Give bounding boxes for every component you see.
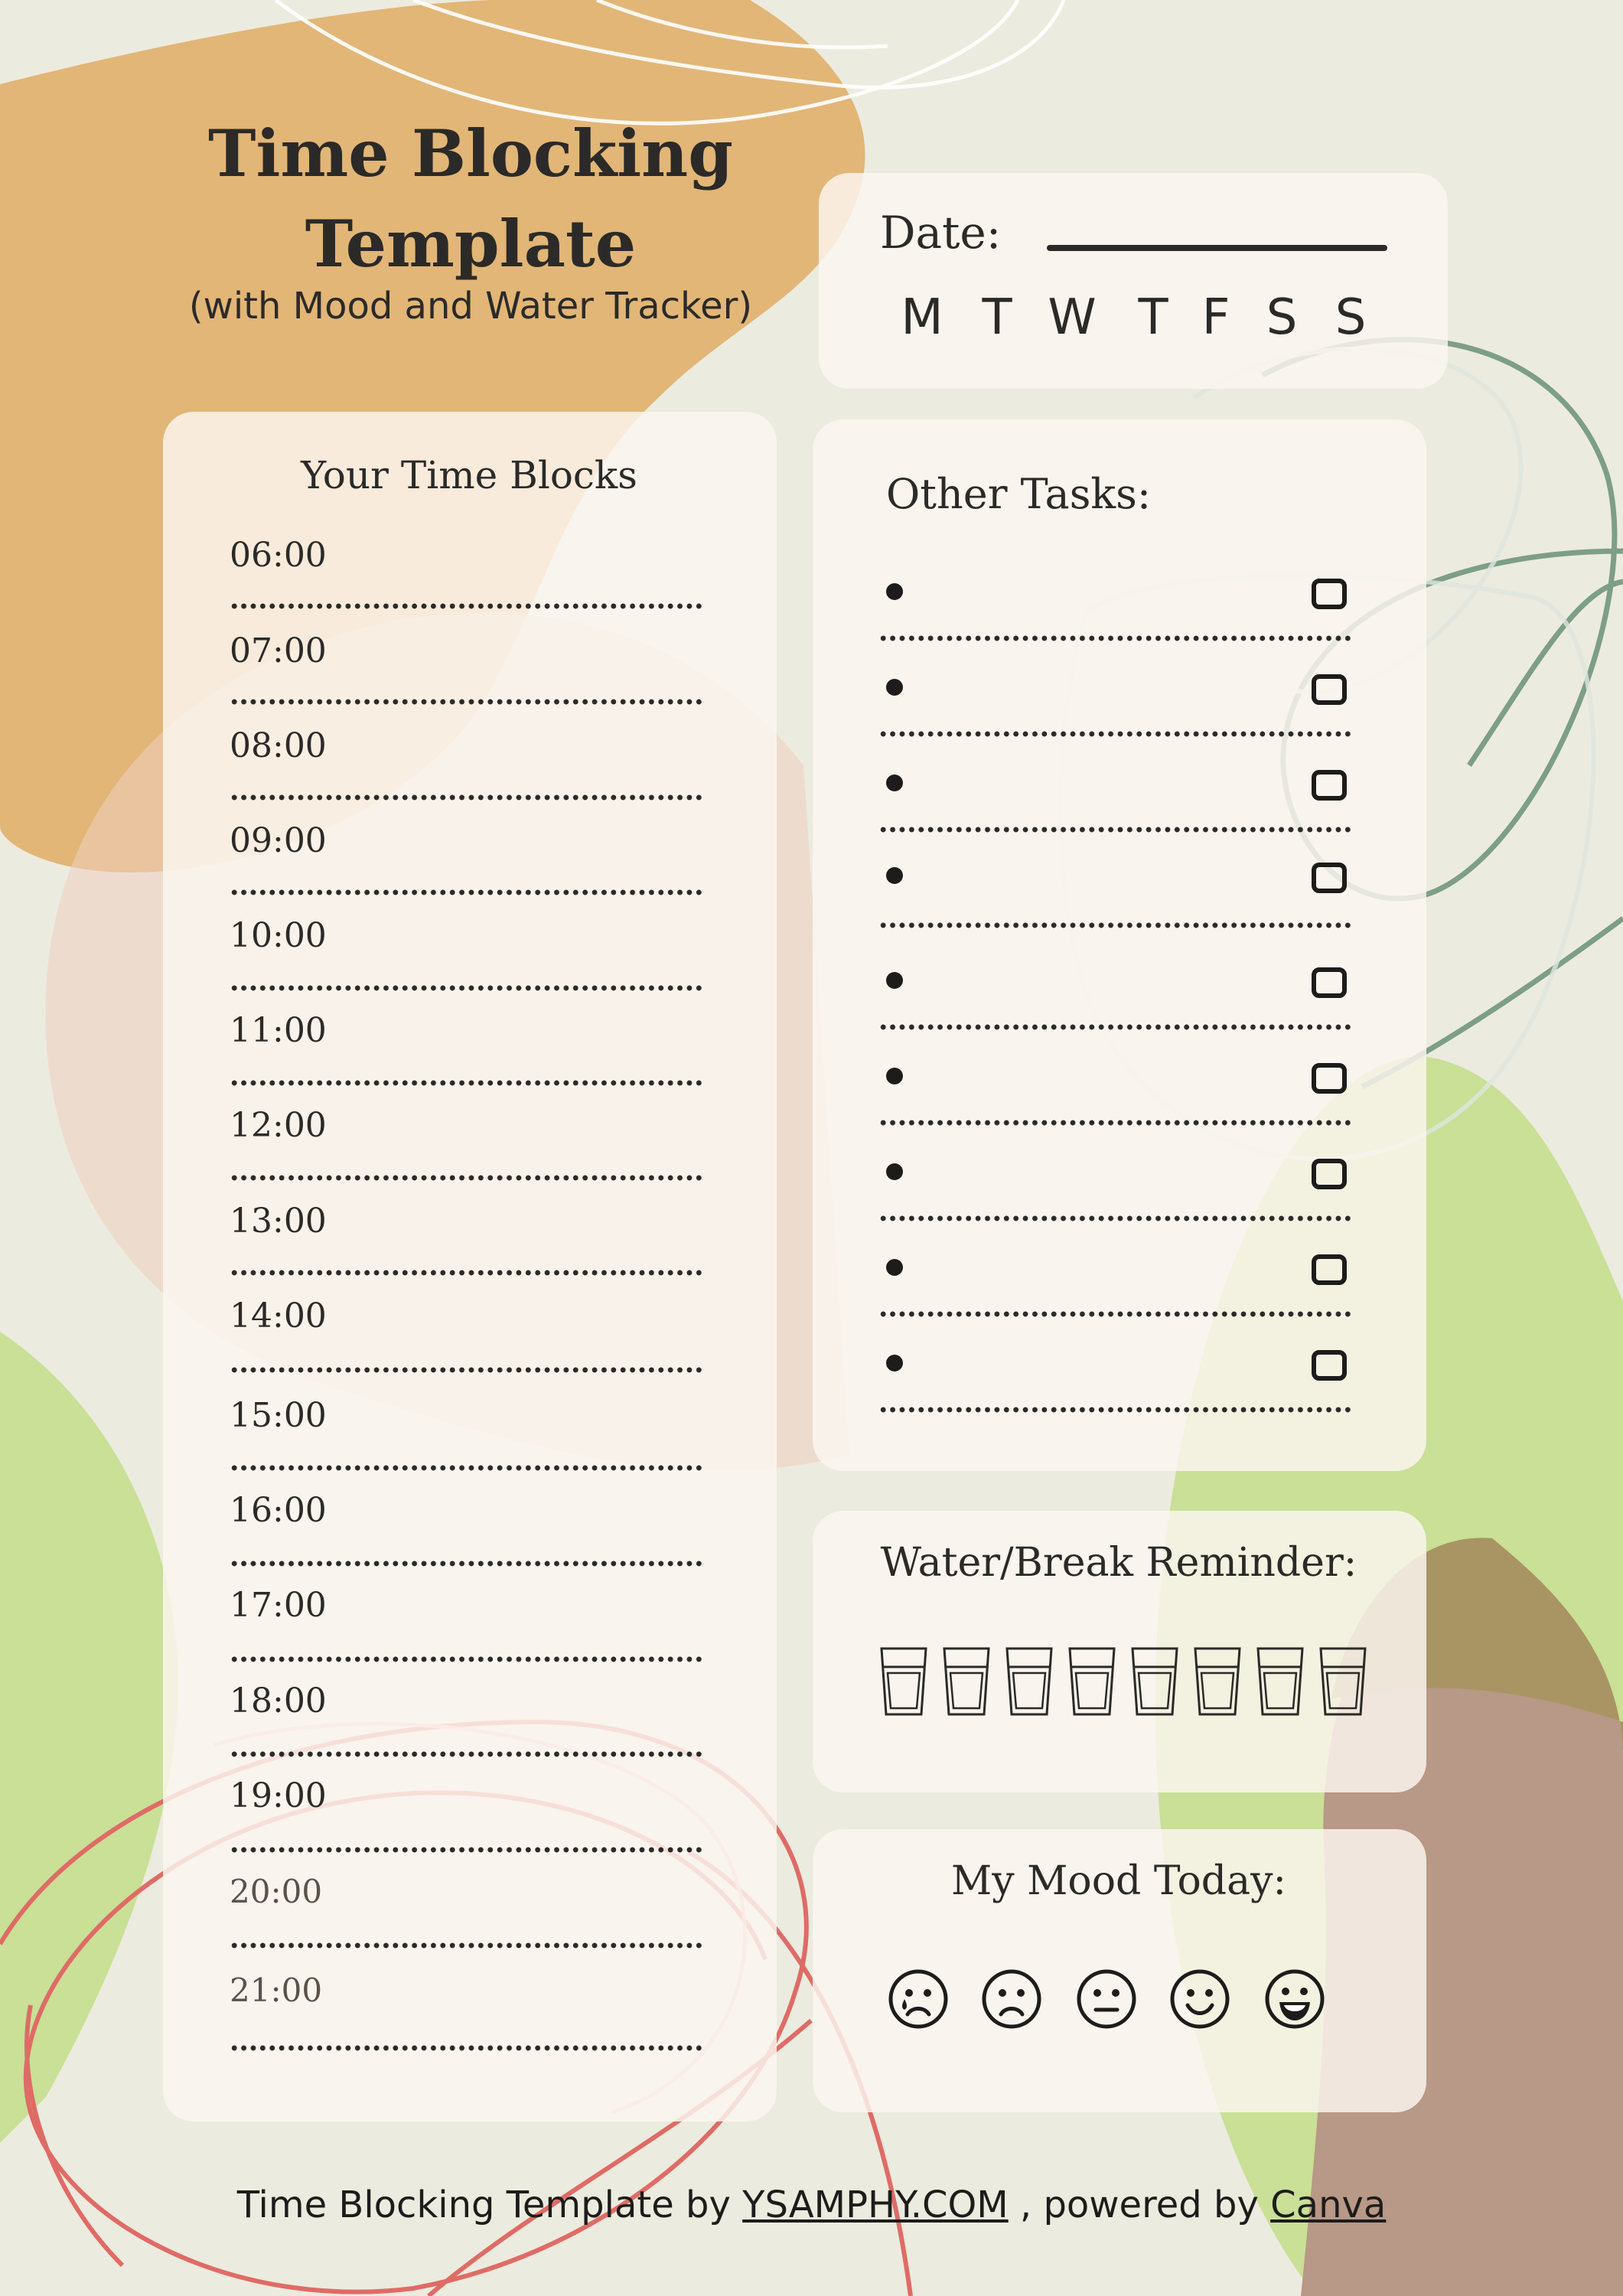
task-checkbox[interactable] [1312, 1350, 1347, 1381]
water-glass-icon[interactable] [1191, 1644, 1244, 1719]
water-reminder-title: Water/Break Reminder: [880, 1540, 1357, 1586]
time-slot-line[interactable] [230, 1561, 704, 1567]
time-label-1200: 12:00 [230, 1106, 327, 1145]
day-thursday[interactable]: T [1138, 289, 1168, 346]
task-bullet [886, 1355, 903, 1371]
time-slot-line[interactable] [230, 889, 704, 895]
task-bullet [886, 1068, 903, 1084]
task-line[interactable] [878, 1215, 1353, 1221]
other-tasks-title: Other Tasks: [886, 470, 1152, 518]
time-label-1800: 18:00 [230, 1681, 327, 1720]
time-slot-line[interactable] [230, 1465, 704, 1471]
task-line[interactable] [878, 922, 1353, 928]
task-line[interactable] [878, 1024, 1353, 1030]
time-slot-line[interactable] [230, 1751, 704, 1757]
time-slot-line[interactable] [230, 1942, 704, 1949]
day-monday[interactable]: M [901, 289, 943, 346]
time-slot-line[interactable] [230, 699, 704, 705]
time-label-0600: 06:00 [230, 536, 327, 575]
time-slot-line[interactable] [230, 985, 704, 991]
task-bullet [886, 583, 903, 600]
task-checkbox[interactable] [1312, 863, 1347, 893]
footer-prefix: Time Blocking Template by [236, 2183, 743, 2226]
time-slot-line[interactable] [230, 1656, 704, 1662]
time-slot-line[interactable] [230, 1175, 704, 1181]
time-label-1300: 13:00 [230, 1202, 327, 1241]
time-slot-line[interactable] [230, 1847, 704, 1853]
mood-title: My Mood Today: [951, 1858, 1286, 1904]
time-slot-line[interactable] [230, 794, 704, 801]
footer-middle: , powered by [1008, 2183, 1271, 2226]
water-glass-icon[interactable] [1065, 1644, 1119, 1719]
day-tuesday[interactable]: T [982, 289, 1012, 346]
title-line-1: Time Blocking [208, 116, 733, 191]
time-label-1700: 17:00 [230, 1586, 327, 1625]
time-slot-line[interactable] [230, 603, 704, 609]
footer-credit [0, 2183, 1623, 2226]
time-slot-line[interactable] [230, 2045, 704, 2051]
time-blocks-title: Your Time Blocks [301, 453, 637, 497]
crying-face-icon[interactable] [888, 1968, 949, 2030]
water-glass-icon[interactable] [940, 1644, 993, 1719]
task-bullet [886, 972, 903, 989]
day-friday[interactable]: F [1201, 289, 1230, 346]
task-line[interactable] [878, 731, 1353, 737]
task-line[interactable] [878, 635, 1353, 641]
time-label-1100: 11:00 [230, 1011, 327, 1050]
water-glass-icon[interactable] [1002, 1644, 1056, 1719]
time-label-2000: 20:00 [230, 1873, 323, 1910]
page-title [115, 109, 826, 289]
task-checkbox[interactable] [1312, 579, 1347, 609]
time-slot-line[interactable] [230, 1270, 704, 1276]
time-slot-line[interactable] [230, 1080, 704, 1086]
day-saturday[interactable]: S [1266, 289, 1298, 346]
task-bullet [886, 1163, 903, 1180]
task-bullet [886, 867, 903, 884]
time-label-0800: 08:00 [230, 726, 327, 765]
task-checkbox[interactable] [1312, 770, 1347, 801]
water-glass-icon[interactable] [877, 1644, 930, 1719]
task-line[interactable] [878, 1407, 1353, 1413]
date-card [819, 173, 1448, 389]
sad-face-icon[interactable] [981, 1968, 1042, 2030]
ysamphy-link[interactable]: YSAMPHY.COM [742, 2183, 1009, 2226]
time-label-0900: 09:00 [230, 821, 327, 860]
task-checkbox[interactable] [1312, 1159, 1347, 1189]
laughing-face-icon[interactable] [1264, 1968, 1325, 2030]
task-checkbox[interactable] [1312, 1254, 1347, 1285]
time-label-2100: 21:00 [230, 1971, 323, 2009]
task-bullet [886, 679, 903, 696]
time-label-1600: 16:00 [230, 1491, 327, 1530]
smiling-face-icon[interactable] [1169, 1968, 1230, 2030]
date-entry-line[interactable] [1047, 245, 1387, 251]
task-line[interactable] [878, 1311, 1353, 1317]
day-wednesday[interactable]: W [1048, 289, 1097, 346]
task-checkbox[interactable] [1312, 674, 1347, 705]
time-label-1900: 19:00 [230, 1776, 327, 1815]
canva-link[interactable]: Canva [1270, 2183, 1387, 2226]
task-bullet [886, 1259, 903, 1276]
time-slot-line[interactable] [230, 1367, 704, 1373]
neutral-face-icon[interactable] [1076, 1968, 1137, 2030]
day-sunday[interactable]: S [1335, 289, 1367, 346]
time-label-1400: 14:00 [230, 1296, 327, 1336]
time-label-1000: 10:00 [230, 916, 327, 955]
time-label-1500: 15:00 [230, 1396, 327, 1435]
task-bullet [886, 775, 903, 791]
task-line[interactable] [878, 1120, 1353, 1126]
task-checkbox[interactable] [1312, 1063, 1347, 1094]
date-label: Date: [880, 207, 1002, 259]
water-glass-icon[interactable] [1316, 1644, 1370, 1719]
title-line-2: Template [305, 206, 637, 282]
task-checkbox[interactable] [1312, 967, 1347, 998]
task-line[interactable] [878, 827, 1353, 833]
time-label-0700: 07:00 [230, 631, 327, 670]
page-subtitle: (with Mood and Water Tracker) [188, 285, 753, 328]
water-glass-icon[interactable] [1253, 1644, 1307, 1719]
water-glass-icon[interactable] [1128, 1644, 1181, 1719]
